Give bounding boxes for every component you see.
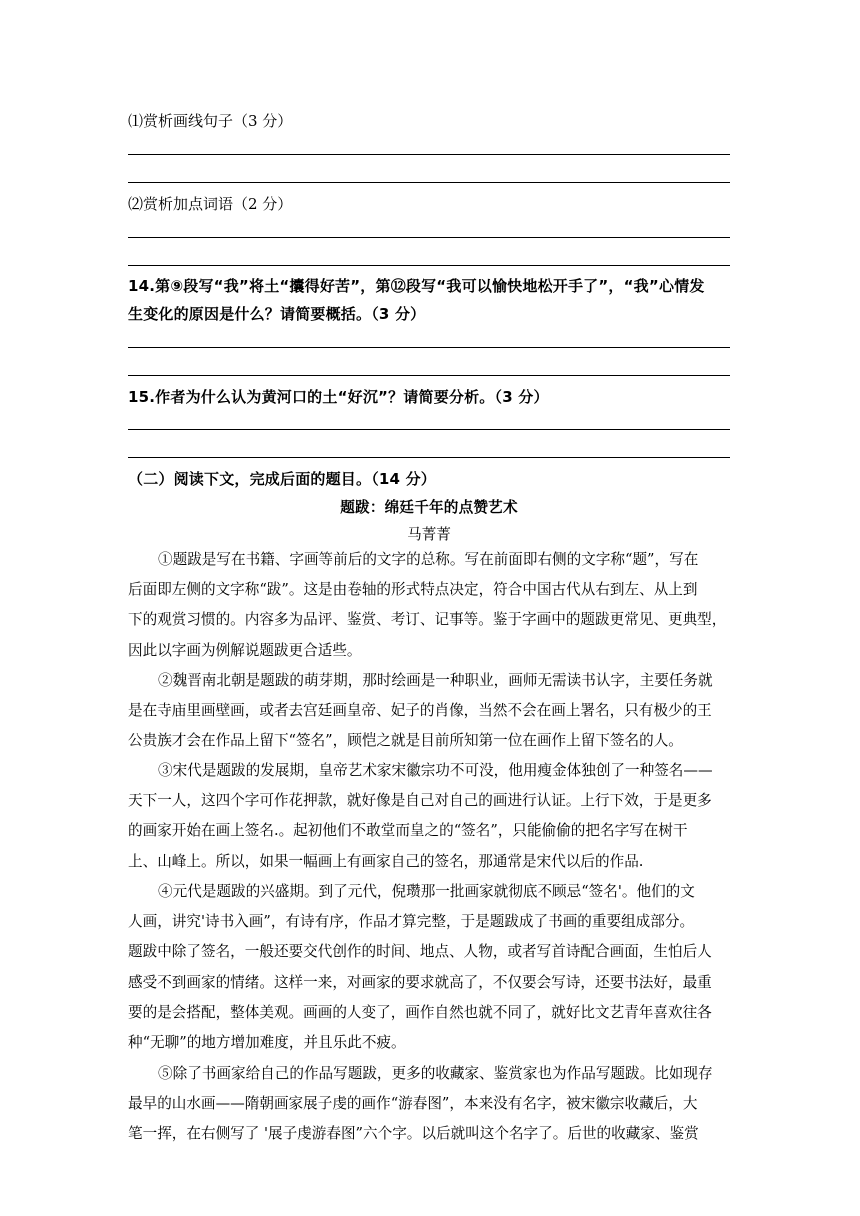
answer-line[interactable] bbox=[128, 182, 730, 183]
q14-line2: 生变化的原因是什么？请简要概括。（3 分） bbox=[128, 305, 426, 323]
text-row: 的画家开始在画上签名.。起初他们不敢堂而皇之的“签名”，只能偷偷的把名字写在树干 bbox=[128, 822, 688, 840]
answer-line[interactable] bbox=[128, 154, 730, 155]
answer-line[interactable] bbox=[128, 375, 730, 376]
text-row: ②魏晋南北朝是题跋的萌芽期，那时绘画是一种职业，画师无需读书认字，主要任务就 bbox=[158, 672, 713, 689]
q15-prompt: 15.作者为什么认为黄河口的土“好沉”？请简要分析。（3 分） bbox=[128, 388, 549, 406]
answer-line[interactable] bbox=[128, 237, 730, 238]
text-row: 题跋中除了签名，一般还要交代创作的时间、地点、人物，或者写首诗配合画面，生怕后人 bbox=[128, 943, 712, 961]
text-row: ①题跋是写在书籍、字画等前后的文字的总称。写在前面即右侧的文字称“题”，写在 bbox=[158, 551, 699, 568]
q13-sub1-prompt: ⑴赏析画线句子（3 分） bbox=[128, 112, 293, 130]
text-row: ③宋代是题跋的发展期，皇帝艺术家宋徽宗功不可没，他用瘦金体独创了一种签名—— bbox=[158, 762, 713, 779]
answer-line[interactable] bbox=[128, 265, 730, 266]
section-heading: （二）阅读下文，完成后面的题目。（14 分） bbox=[128, 470, 436, 488]
text-row: 因此以字画为例解说题跋更合适些。 bbox=[128, 641, 362, 659]
text-row: 最早的山水画——隋朝画家展子虔的画作“游春图”，本来没有名字，被宋徽宗收藏后，大 bbox=[128, 1095, 698, 1113]
text-row: 天下一人，这四个字可作花押款，就好像是自己对自己的画进行认证。上行下效，于是更多 bbox=[128, 792, 712, 810]
article-title: 题跋：绵廷千年的点赞艺术 bbox=[340, 499, 518, 516]
text-row: 公贵族才会在作品上留下“签名”，顾恺之就是目前所知第一位在画作上留下签名的人。 bbox=[128, 732, 683, 750]
answer-line[interactable] bbox=[128, 347, 730, 348]
article-paragraph-2 bbox=[128, 666, 730, 757]
text-row: 是在寺庙里画壁画，或者去宫廷画皇帝、妃子的肖像，当然不会在画上署名，只有极少的王 bbox=[128, 702, 712, 720]
q13-sub2-prompt: ⑵赏析加点词语（2 分） bbox=[128, 195, 293, 213]
text-row: 人画，讲究'诗书入画”，有诗有序，作品才算完整，于是题跋成了书画的重要组成部分。 bbox=[128, 913, 695, 931]
text-row: 要的是会搭配，整体美观。画画的人变了，画作自然也就不同了，就好比文艺青年喜欢往各 bbox=[128, 1003, 712, 1021]
article-author: 马菁菁 bbox=[407, 526, 451, 543]
text-row: ⑤除了书画家给自己的作品写题跋，更多的收藏家、鉴赏家也为作品写题跋。比如现存 bbox=[158, 1065, 713, 1082]
answer-line[interactable] bbox=[128, 429, 730, 430]
article-paragraph-5 bbox=[128, 1059, 730, 1150]
answer-line[interactable] bbox=[128, 457, 730, 458]
text-row: 上、山峰上。所以，如果一幅画上有画家自己的签名，那通常是宋代以后的作品. bbox=[128, 852, 644, 870]
q14-line1: 14.第⑨段写“我”将土“攮得好苦”，第⑫段写“我可以愉快地松开手了”，“我”心情发 bbox=[128, 277, 705, 295]
article-paragraph-4 bbox=[128, 877, 730, 1058]
text-row: 感受不到画家的情绪。这样一来，对画家的要求就高了，不仅要会写诗，还要书法好，最重 bbox=[128, 973, 712, 991]
text-row: 下的观赏习惯的。内容多为品评、鉴赏、考订、记事等。鉴于字画中的题跋更常见、更典型， bbox=[128, 611, 727, 629]
text-row: 种“无聊”的地方增加难度，并且乐此不疲。 bbox=[128, 1034, 406, 1052]
text-row: 笔一挥，在右侧写了 '展子虔游春图”六个字。以后就叫这个名字了。后世的收藏家、鉴赏 bbox=[128, 1125, 699, 1143]
text-row: 后面即左侧的文字称“跋”。这是由卷轴的形式特点决定，符合中国古代从右到左、从上到 bbox=[128, 581, 698, 599]
text-row: ④元代是题跋的兴盛期。到了元代，倪瓒那一批画家就彻底不顾忌“签名'。他们的文 bbox=[158, 883, 695, 900]
article-paragraph-1 bbox=[128, 545, 730, 666]
article-paragraph-3 bbox=[128, 756, 730, 877]
